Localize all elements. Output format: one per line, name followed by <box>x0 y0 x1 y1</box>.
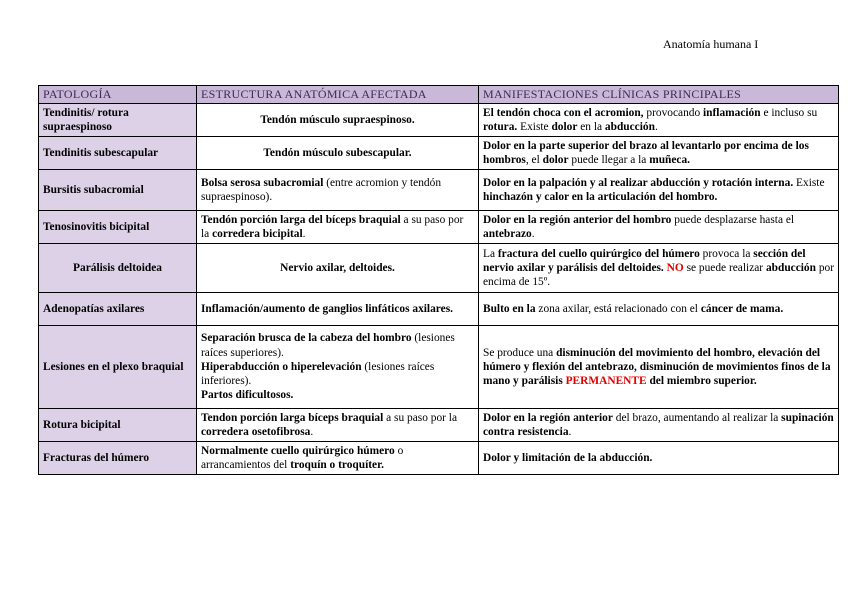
text-segment: troquín o troquíter. <box>290 459 384 471</box>
text-segment: del miembro superior. <box>646 375 757 388</box>
text-segment: a su paso por la <box>201 213 464 240</box>
table-row <box>39 211 839 244</box>
text-segment: Tendon porción larga bíceps braquial <box>201 411 384 424</box>
cell-manifestaciones <box>479 211 839 244</box>
text-segment: Existe <box>793 176 825 189</box>
cell-manifestaciones <box>479 442 839 475</box>
text-segment: . <box>568 426 572 438</box>
cell-estructura <box>197 326 479 409</box>
text-segment: Dolor en la parte superior del brazo al levantarlo por encima de los hombros <box>483 139 809 166</box>
cell-patologia: Adenopatías axilares <box>39 293 197 326</box>
text-segment: abducción <box>765 261 816 274</box>
text-segment: rotura. <box>483 121 518 133</box>
text-segment: corredera bicipital <box>212 228 303 240</box>
text-segment: (lesiones raíces inferiores). <box>201 360 435 388</box>
text-segment: Inflamación/aumento de ganglios linfáticos axilares. <box>201 302 453 315</box>
text-segment: cáncer de mama. <box>700 302 784 315</box>
cell-patologia: Tendinitis subescapular <box>39 137 197 170</box>
text-segment: Se produce una <box>483 346 557 359</box>
text-segment: del brazo, aumentando al realizar la <box>612 411 782 424</box>
text-segment: Partos dificultosos. <box>201 389 294 402</box>
column-header-manifestaciones: MANIFESTACIONES CLÍNICAS PRINCIPALES <box>479 86 839 104</box>
cell-estructura <box>197 409 479 442</box>
text-segment: Nervio axilar, deltoides. <box>280 261 395 274</box>
text-segment: hinchazón y calor en la articulación del hombro. <box>483 191 718 203</box>
text-segment: provocando <box>643 106 703 119</box>
text-segment: abducción <box>604 121 655 133</box>
table-row <box>39 170 839 211</box>
column-header-patologia: PATOLOGÍA <box>39 86 197 104</box>
text-segment: sección del nervio axilar y parálisis del deltoides. <box>483 247 806 274</box>
cell-patologia: Rotura bicipital <box>39 409 197 442</box>
text-segment: . <box>531 228 535 240</box>
cell-patologia: Tendinitis/ rotura supraespinoso <box>39 104 197 137</box>
text-segment: por encima de 15º. <box>483 261 835 289</box>
text-segment: se puede realizar <box>683 261 766 274</box>
text-segment: o arrancamientos del <box>201 444 404 471</box>
table-row <box>39 137 839 170</box>
document-header-title: Anatomía humana I <box>663 37 759 51</box>
text-segment: Dolor en la región anterior del hombro <box>483 213 672 226</box>
cell-manifestaciones <box>479 244 839 293</box>
text-segment: (lesiones raíces superiores). <box>201 332 455 359</box>
text-segment: (entre acromion y tendón supraespinoso). <box>201 176 442 203</box>
text-segment: en la <box>577 121 605 133</box>
cell-estructura <box>197 104 479 137</box>
text-segment: Hiperabducción o hiperelevación <box>201 360 362 373</box>
text-segment: , el <box>525 154 543 166</box>
text-segment: Tendón músculo supraespinoso. <box>260 113 415 126</box>
text-segment: Separación brusca de la cabeza del hombro <box>201 332 412 345</box>
text-segment: antebrazo <box>483 228 532 240</box>
cell-manifestaciones <box>479 137 839 170</box>
text-segment: Bulto en la <box>483 302 536 315</box>
cell-manifestaciones <box>479 104 839 137</box>
text-segment: Existe <box>517 121 552 133</box>
cell-estructura <box>197 211 479 244</box>
text-segment: Dolor en la región anterior <box>483 411 613 424</box>
table-row <box>39 244 839 293</box>
text-segment: NO <box>666 261 684 274</box>
text-segment: dolor <box>551 121 578 133</box>
cell-manifestaciones <box>479 326 839 409</box>
cell-patologia: Fracturas del húmero <box>39 442 197 475</box>
column-header-estructura: ESTRUCTURA ANATÓMICA AFECTADA <box>197 86 479 104</box>
cell-estructura <box>197 137 479 170</box>
text-segment: . <box>310 426 314 438</box>
pathology-table <box>38 85 839 475</box>
text-segment: El tendón choca con el acromion, <box>483 106 644 119</box>
text-segment: fractura del cuello quirúrgico del húmero <box>497 247 700 260</box>
text-segment: provoca la <box>699 247 754 260</box>
text-segment: Tendón músculo subescapular. <box>263 146 412 159</box>
text-segment: supinación contra resistencia <box>483 411 834 438</box>
table-row <box>39 326 839 409</box>
text-segment: inflamación <box>703 106 761 119</box>
text-segment: corredera osetofibrosa <box>201 426 311 438</box>
text-segment: La <box>483 247 498 260</box>
text-segment: Tendón porción larga del bíceps braquial <box>201 213 401 226</box>
cell-patologia: Tenosinovitis bicipital <box>39 211 197 244</box>
table-row <box>39 104 839 137</box>
cell-patologia: Bursitis subacromial <box>39 170 197 211</box>
table-row <box>39 409 839 442</box>
cell-estructura <box>197 442 479 475</box>
cell-estructura <box>197 170 479 211</box>
cell-manifestaciones <box>479 293 839 326</box>
text-segment: a su paso por la <box>383 411 458 424</box>
text-segment: e incluso su <box>760 106 818 119</box>
text-segment: . <box>302 228 306 240</box>
cell-manifestaciones <box>479 170 839 211</box>
text-segment: Bolsa serosa subacromial <box>201 176 324 189</box>
text-segment: PERMANENTE <box>565 375 647 388</box>
text-segment: . <box>654 121 658 133</box>
cell-estructura <box>197 244 479 293</box>
text-segment: zona axilar, está relacionado con el <box>535 302 701 315</box>
text-segment: Normalmente cuello quirúrgico húmero <box>201 444 395 457</box>
text-segment: dolor <box>542 154 569 166</box>
text-segment: muñeca. <box>649 154 691 166</box>
cell-manifestaciones <box>479 409 839 442</box>
cell-patologia: Lesiones en el plexo braquial <box>39 326 197 409</box>
text-segment: disminución del movimiento del hombro, elevación del húmero y flexión del antebrazo, disminución de movimientos finos de la mano y parálisis <box>483 346 831 388</box>
cell-estructura <box>197 293 479 326</box>
text-segment: puede llegar a la <box>568 154 650 166</box>
table-header-row <box>39 86 839 104</box>
table-body <box>39 104 839 475</box>
table-row <box>39 293 839 326</box>
table-row <box>39 442 839 475</box>
text-segment: Dolor y limitación de la abducción. <box>483 451 653 464</box>
cell-patologia: Parálisis deltoidea <box>39 244 197 293</box>
text-segment: Dolor en la palpación y al realizar abducción y rotación interna. <box>483 176 794 189</box>
text-segment: puede desplazarse hasta el <box>671 213 795 226</box>
